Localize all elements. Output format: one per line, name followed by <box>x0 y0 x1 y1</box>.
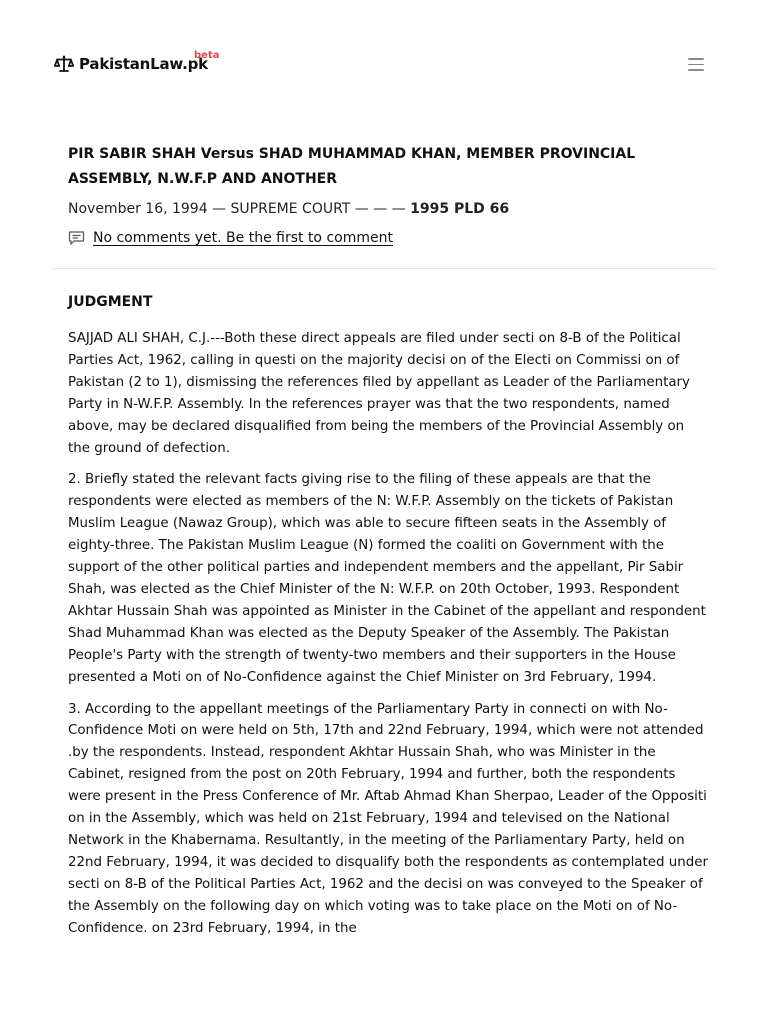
case-title: PIR SABIR SHAH Versus SHAD MUHAMMAD KHAN, MEMBER PROVINCIAL ASSEMBLY, N.W.F.P AND ANOTHER <box>68 146 636 187</box>
site-logo-link[interactable] <box>54 50 220 76</box>
decision-date: November 16, 1994 <box>68 201 208 217</box>
judgment-paragraph: 2. Briefly stated the relevant facts giving rise to the filing of these appeals are that the respondents were elected as members of the N: W.F.P. Assembly on the tickets of Pakistan Muslim League (Nawaz Group), which was able to secure fifteen seats in the Assembly of eighty-three. The Pakistan Muslim League (N) formed the coaliti on Government with the support of the other political parties and independent members and the appellant, Pir Sabir Shah, was elected as the Chief Minister of the N: W.F.P. on 20th October, 1993. Respondent Akhtar Hussain Shah was appointed as Minister in the Cabinet of the appellant and respondent Shad Muhammad Khan was elected as the Deputy Speaker of the Assembly. The Pakistan People's Party with the strength of twenty-two members and their supporters in the House presented a Moti on of No-Confidence against the Chief Minister on 3rd February, 1994. <box>68 472 706 685</box>
scales-of-justice-icon <box>54 54 74 74</box>
case-meta <box>68 199 718 219</box>
judgment-heading: JUDGMENT <box>68 294 153 310</box>
hamburger-menu-icon[interactable] <box>686 55 708 73</box>
beta-badge: beta <box>194 50 220 61</box>
comment-icon <box>68 230 85 246</box>
comments-row <box>68 228 718 248</box>
citation: 1995 PLD 66 <box>410 201 510 217</box>
judgment-paragraph: 3. According to the appellant meetings of the Parliamentary Party in connecti on with No-Confidence Moti on were held on 5th, 17th and 22nd February, 1994, which were not attended .by the respondents. Instead, respondent Akhtar Hussain Shah, who was Minister in the Cabinet, resigned from the post on 20th February, 1994 and further, both the respondents were present in the Press Conference of Mr. Aftab Ahmad Khan Sherpao, Leader of the Oppositi on in the Assembly, which was held on 21st February, 1994 and televised on the National Network in the Khabernama. Resultantly, in the meeting of the Parliamentary Party, held on 22nd February, 1994, it was decided to disqualify both the respondents as contemplated under secti on 8-B of the Political Parties Act, 1962 and the decisi on was conveyed to the Speaker of the Assembly on the following day on which voting was to take place on the Moti on of No-Confidence. on 23rd February, 1994, in the <box>68 701 708 936</box>
top-navigation-bar <box>0 0 768 120</box>
case-header <box>68 142 718 248</box>
judgment-paragraph: SAJJAD ALI SHAH, C.J.---Both these direct appeals are filed under secti on 8-B of the Political Parties Act, 1962, calling in questi on the majority decisi on of the Electi on Commissi on of Pakistan (2 to 1), dismissing the references filed by appellant as Leader of the Parliamentary Party in N-W.F.P. Assembly. In the references prayer was that the two respondents, named above, may be declared disqualified from being the members of the Provincial Assembly on the ground of defection. <box>68 331 690 456</box>
site-name: PakistanLaw.pk <box>79 55 208 73</box>
divider <box>53 268 716 269</box>
court-name: — SUPREME COURT — — — <box>207 201 411 217</box>
judgment-body <box>68 292 708 949</box>
comments-link[interactable]: No comments yet. Be the first to comment <box>93 230 393 246</box>
